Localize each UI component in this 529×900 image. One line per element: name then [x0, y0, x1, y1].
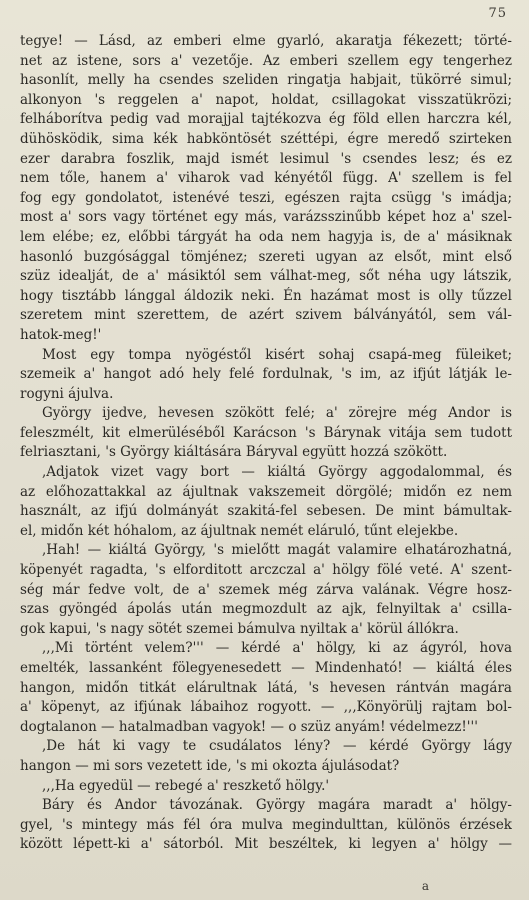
text-line: között lépett-ki a' sátorból. Mit beszéltek, ki legyen a' hölgy —: [20, 836, 512, 853]
text-line: hasonló buzgósággal tömjénez; szereti ugyan az elsőt, mint első: [20, 248, 512, 265]
text-line: net az istene, sors a' vezetője. Az emberi szellem egy tengerhez: [20, 52, 512, 69]
text-line: fog egy gondolatot, istenévé teszi, egészen rajta csügg 's imádja;: [20, 189, 512, 206]
text-line: gok kapui, 's nagy sötét szemei bámulva nyiltak a' körül állókra.: [20, 620, 459, 637]
text-line: rogyni ájulva.: [20, 385, 114, 402]
text-line: szeretem mint szerettem, de azért szivem bálványától, sem vál-: [20, 307, 512, 324]
text-line: hangon — mi sors vezetett ide, 's mi okozta ájulásodat?: [20, 757, 400, 774]
text-line: most a' sors vagy történet egy más, varázsszinűbb képet hoz a' szel-: [20, 209, 512, 226]
text-line: dogtalanon — hatalmadban vagyok! — o szüz anyám! védelmezz!''': [20, 718, 478, 735]
text-line: hangon, midőn titkát elárultnak látá, 's hevesen rántván magára: [20, 679, 512, 696]
text-line: felháborítva pedig vad morajjal tajtékozva ég föld ellen harczra kél,: [20, 111, 512, 128]
text-line: ,De hát ki vagy te csudálatos lény? — kérdé György lágy: [42, 738, 512, 755]
text-line: hogy tisztább lánggal áldozik neki. Én hazámat most is olly tűzzel: [20, 287, 512, 304]
text-line: nem tőle, hanem a' viharok vad kényétől függ. A' szellem is fel: [20, 170, 512, 187]
text-line: lem elébe; ez, előbbi tárgyát ha oda nem hagyja is, de a' másiknak: [20, 228, 512, 245]
text-line: dühösködik, sima kék habköntösét széttépi, égre meredő szirteken: [20, 130, 512, 147]
text-line: el, midőn két hóhalom, az ájultnak nemét eláruló, tűnt elejekbe.: [20, 522, 459, 539]
text-line: szas gyöngéd ápolás után megmozdult az ajk, felnyiltak a' csilla-: [20, 601, 512, 618]
text-line: hasonlít, melly ha csendes szeliden ringatja habjait, tükörré simul;: [20, 72, 512, 89]
text-line: szüz idealját, de a' másiktól sem válhat-meg, sőt néha ugy látszik,: [20, 268, 512, 285]
text-line: feleszmélt, kit elmerüléséből Karácson 's Bárynak vitája sem tudott: [20, 424, 512, 441]
text-line: a' köpenyt, az ifjúnak lábaihoz rogyott. — ,,,Könyörülj rajtam bol-: [20, 699, 512, 716]
text-line: tegye! — Lásd, az emberi elme gyarló, akaratja fékezett; törté-: [20, 33, 512, 49]
text-line: Most egy tompa nyögéstől kisért sohaj csapá-meg füleiket;: [42, 346, 512, 363]
text-line: ,Adjatok vizet vagy bort — kiáltá György aggodalommal, és: [42, 464, 512, 481]
text-line: hatok-meg!': [20, 326, 102, 343]
text-line: szemeik a' hangot adó hely felé fordulnak, 's im, az ifjút látják le-: [20, 366, 512, 383]
text-line: az előhozattakkal az ájultnak vakszemeit dörgölé; midőn ez nem: [20, 483, 512, 500]
text-line: ,,,Mi történt velem?''' — kérdé a' hölgy, ki az ágyról, hova: [42, 640, 512, 657]
text-line: gyel, 's mintegy más fél óra mulva megindulttan, különös érzések: [20, 816, 512, 833]
text-line: Báry és Andor távozának. György magára maradt a' hölgy-: [42, 797, 512, 814]
text-line: ezer darabra foszlik, majd ismét lesimul 's csendes lesz; és ez: [20, 150, 512, 167]
text-line: György ijedve, hevesen szökött felé; a' zörejre még Andor is: [42, 405, 512, 422]
text-line: emelték, lassanként fölegyenesedett — Mindenható! — kiáltá éles: [20, 660, 512, 676]
text-line: ség már fedve volt, de a' szemek még zárva valának. Végre hosz-: [20, 581, 512, 598]
signature-mark: a: [421, 879, 429, 893]
text-line: ,Hah! — kiáltá György, 's mielőtt magát valamire elhatározhatná,: [42, 542, 512, 559]
body-text: [20, 32, 512, 855]
text-line: felriasztani, 's György kiáltására Báryval együtt hozzá szökött.: [20, 444, 448, 461]
text-line: köpenyét ragadta, 's elforditott arczczal a' hölgy fölé veté. A' szent-: [20, 562, 512, 579]
text-line: ,,,Ha egyedül — rebegé a' reszkető hölgy.': [42, 777, 330, 794]
page-number: 75: [488, 6, 507, 21]
text-line: használt, az ifjú dolmányát szakitá-fel sebesen. De mint bámultak-: [20, 503, 512, 520]
text-line: alkonyon 's reggelen a' napot, holdat, csillagokat visszatükrözi;: [20, 91, 512, 108]
